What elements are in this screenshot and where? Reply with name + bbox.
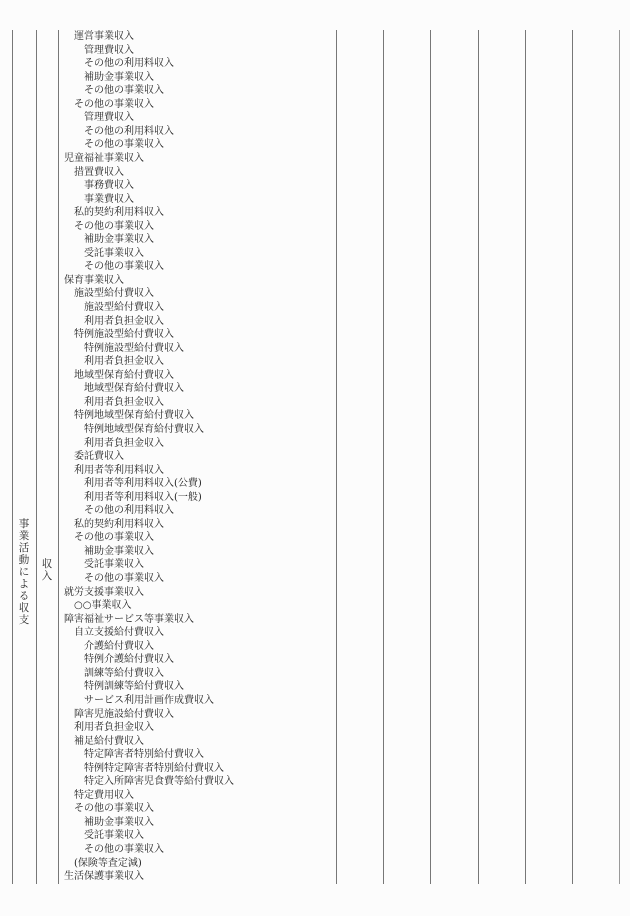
account-row-label: その他の事業収入 — [74, 532, 154, 544]
account-row-label: 特定費用収入 — [74, 789, 134, 801]
account-row-label: 特例施設型給付費収入 — [84, 342, 184, 354]
column-divider — [430, 30, 431, 884]
account-row-label: その他の事業収入 — [84, 139, 164, 151]
account-row-label: サービス利用計画作成費収入 — [84, 694, 214, 706]
account-row-label: 補助金事業収入 — [84, 816, 154, 828]
account-row-label: 利用者負担金収入 — [84, 356, 164, 368]
column-divider — [12, 30, 13, 884]
account-row-label: 特例地域型保育給付費収入 — [84, 423, 204, 435]
account-row-label: 特例施設型給付費収入 — [74, 329, 174, 341]
account-row-label: 補助金事業収入 — [84, 71, 154, 83]
account-row-label: 補助金事業収入 — [84, 545, 154, 557]
account-row-label: 自立支援給付費収入 — [74, 627, 164, 639]
account-row-label: その他の利用料収入 — [84, 125, 174, 137]
account-row-label: 特例特定障害者特別給付費収入 — [84, 762, 224, 774]
column-divider — [383, 30, 384, 884]
account-row-label: 地域型保育給付費収入 — [84, 383, 184, 395]
account-row-label: その他の事業収入 — [74, 803, 154, 815]
column-divider — [58, 30, 59, 884]
account-row-label: 利用者負担金収入 — [84, 396, 164, 408]
account-row-label: 障害児施設給付費収入 — [74, 708, 174, 720]
column-divider — [572, 30, 573, 884]
account-row-label: 受託事業収入 — [84, 559, 144, 571]
account-row-label: 利用者負担金収入 — [84, 315, 164, 327]
account-row-label: 受託事業収入 — [84, 830, 144, 842]
account-row-label: 施設型給付費収入 — [74, 288, 154, 300]
account-row-label: その他の事業収入 — [74, 220, 154, 232]
account-row-label: 特例訓練等給付費収入 — [84, 681, 184, 693]
account-row-label: 運営事業収入 — [74, 31, 134, 42]
account-row-label: 児童福祉事業収入 — [64, 152, 144, 164]
account-row-label: 措置費収入 — [74, 166, 124, 178]
account-row-label: 利用者負担金収入 — [84, 437, 164, 449]
account-row-label: 私的契約利用料収入 — [74, 518, 164, 530]
account-row-label: 特例介護給付費収入 — [84, 654, 174, 666]
account-row-label: その他の事業収入 — [84, 844, 164, 855]
account-row-label: 補足給付費収入 — [74, 735, 144, 747]
account-row-label: 特定障害者特別給付費収入 — [84, 749, 204, 761]
category-label: 収入 — [41, 558, 53, 582]
account-row-label: 管理費収入 — [84, 112, 134, 124]
account-row-label: ○○事業収入 — [74, 600, 132, 612]
account-row-label: その他の事業収入 — [84, 85, 164, 97]
account-row-label: 私的契約利用料収入 — [74, 207, 164, 219]
account-row-label: その他の利用料収入 — [84, 58, 174, 70]
account-row-label: 訓練等給付費収入 — [84, 667, 164, 679]
account-row-label: 利用者等利用料収入 — [74, 464, 164, 476]
section-label: 事業活動による収支 — [18, 518, 30, 626]
account-row-label: その他の利用料収入 — [84, 505, 174, 517]
column-divider — [478, 30, 479, 884]
account-row-label: 事務費収入 — [84, 180, 134, 192]
account-row-label: 特例地域型保育給付費収入 — [74, 410, 194, 422]
column-divider — [336, 30, 337, 884]
account-row-label: 受託事業収入 — [84, 247, 144, 259]
account-row-label: (保険等査定減) — [74, 857, 142, 869]
account-row-label: 管理費収入 — [84, 44, 134, 56]
account-row-label: 委託費収入 — [74, 451, 124, 463]
column-divider — [525, 30, 526, 884]
account-row-label: 障害福祉サービス等事業収入 — [64, 613, 194, 625]
account-row-label: その他の事業収入 — [74, 98, 154, 110]
account-row-label: 利用者負担金収入 — [74, 722, 154, 734]
account-row-label: 施設型給付費収入 — [84, 302, 164, 313]
account-row-label: 事業費収入 — [84, 193, 134, 205]
account-row-label: 生活保護事業収入 — [64, 871, 144, 883]
account-row-label: 利用者等利用料収入(公費) — [84, 478, 202, 490]
account-row-label: 保育事業収入 — [64, 274, 124, 286]
account-row-label: 利用者等利用料収入(一般) — [84, 491, 202, 503]
column-divider — [36, 30, 37, 884]
account-row-label: その他の事業収入 — [84, 573, 164, 584]
account-row-label: 介護給付費収入 — [84, 640, 154, 652]
account-row-label: 特定入所障害児食費等給付費収入 — [84, 776, 234, 788]
account-row-label: 就労支援事業収入 — [64, 586, 144, 598]
account-row-label: 地域型保育給付費収入 — [74, 369, 174, 381]
column-divider — [619, 30, 620, 884]
account-row-label: 補助金事業収入 — [84, 234, 154, 246]
account-row-label: その他の事業収入 — [84, 261, 164, 273]
